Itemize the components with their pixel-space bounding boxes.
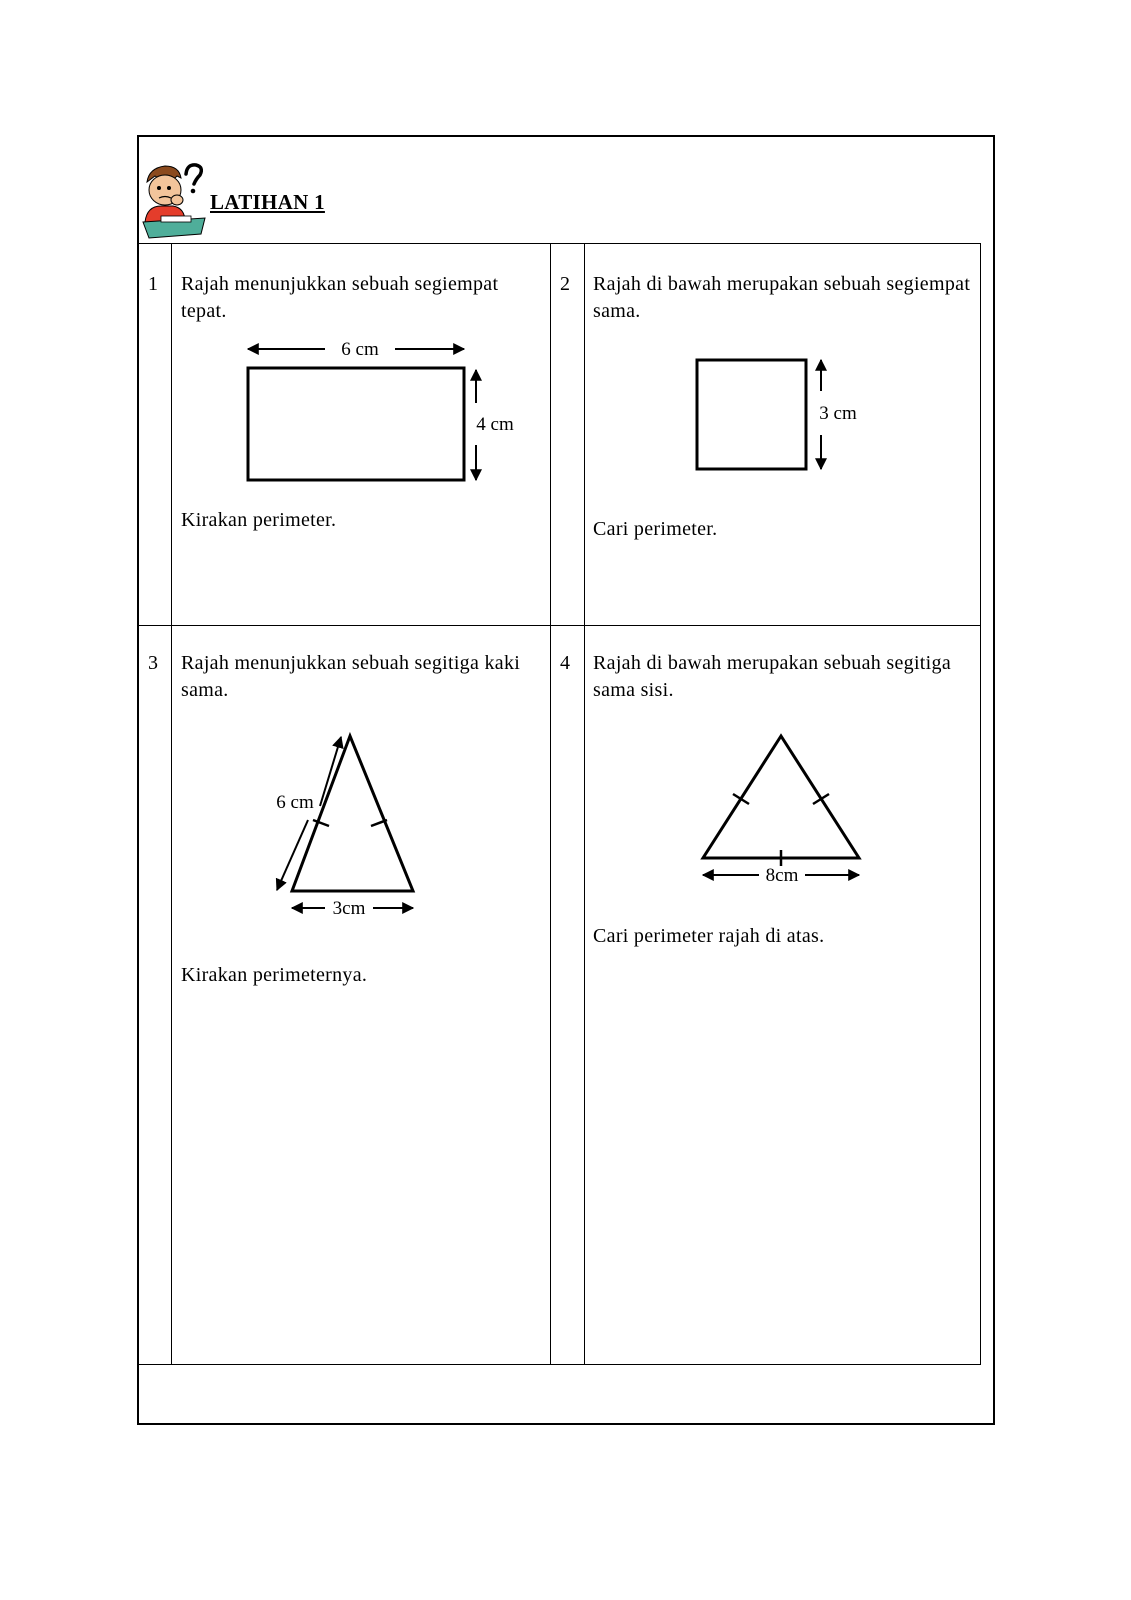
square-figure [690, 353, 870, 483]
rectangle-shape [248, 368, 464, 480]
question-2-number: 2 [560, 273, 570, 295]
column-divider-right-number [584, 243, 585, 1365]
question-1-number: 1 [148, 273, 158, 295]
question-3-text: Rajah menunjukkan sebuah segitiga kaki sama. [181, 652, 521, 701]
question-2-task: Cari perimeter. [593, 518, 718, 540]
isosceles-triangle-figure [265, 728, 435, 918]
equilateral-triangle-shape [703, 736, 859, 858]
isosceles-triangle-shape [292, 736, 413, 891]
base-label: 3cm [332, 898, 366, 919]
thinking-boy-question-icon [139, 160, 207, 242]
side-label: 3 cm [819, 403, 857, 424]
question-3-number: 3 [148, 652, 158, 674]
page-title: LATIHAN 1 [210, 190, 325, 214]
column-divider-middle [550, 243, 551, 1365]
base-label: 8cm [765, 865, 799, 886]
worksheet-header [137, 150, 995, 245]
question-2-text: Rajah di bawah merupakan sebuah segiempat sama. [593, 273, 971, 322]
question-4-number: 4 [560, 652, 570, 674]
question-4-task: Cari perimeter rajah di atas. [593, 925, 825, 947]
question-1-task: Kirakan perimeter. [181, 509, 337, 531]
height-label: 4 cm [476, 414, 514, 435]
column-divider-left-number [171, 243, 172, 1365]
tick-mark-left [733, 794, 749, 804]
side-arrow-down [277, 820, 308, 890]
tick-mark-right [813, 794, 829, 804]
equilateral-triangle-figure [695, 728, 875, 888]
row-divider [137, 625, 981, 626]
square-shape [697, 360, 806, 469]
question-1-text: Rajah menunjukkan sebuah segiempat tepat. [181, 273, 499, 322]
width-label: 6 cm [341, 339, 379, 360]
rectangle-figure [240, 333, 540, 493]
question-4-text: Rajah di bawah merupakan sebuah segitiga sama sisi. [593, 652, 951, 701]
question-3-task: Kirakan perimeternya. [181, 964, 368, 986]
side-label: 6 cm [276, 792, 314, 813]
